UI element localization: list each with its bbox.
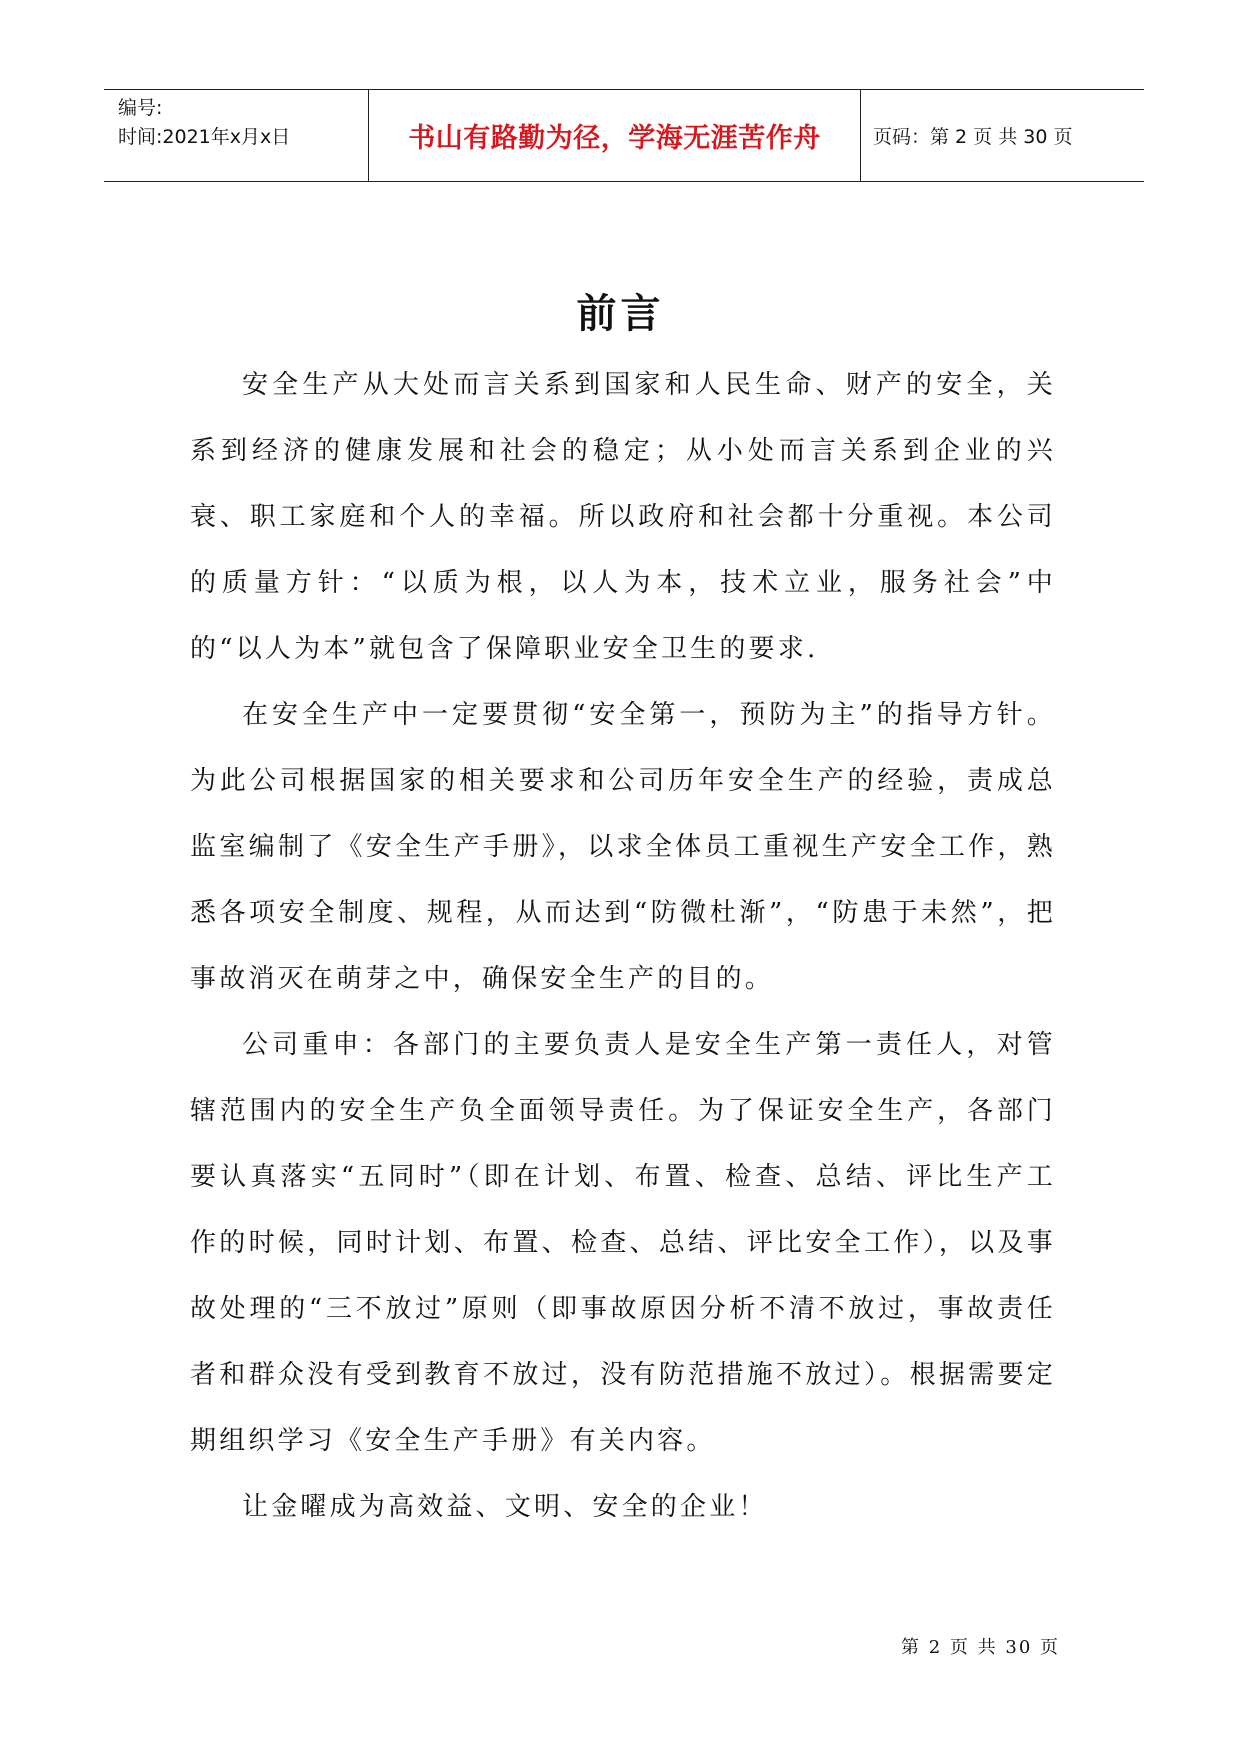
page-footer: 第 2 页 共 30 页 xyxy=(901,1637,1060,1658)
body-content xyxy=(190,352,1056,1540)
header-meta-cell xyxy=(104,90,369,181)
paragraph: 在安全生产中一定要贯彻“安全第一，预防为主”的指导方针。为此公司根据国家的相关要求和公司历年安全生产的经验，责成总监室编制了《安全生产手册》，以求全体员工重视生产安全工作，熟悉各项安全制度、规程，从而达到“防微杜渐”，“防患于未然”，把事故消灭在萌芽之中，确保安全生产的目的。 xyxy=(190,700,1056,994)
paragraph: 公司重申：各部门的主要负责人是安全生产第一责任人，对管辖范围内的安全生产负全面领导责任。为了保证安全生产，各部门要认真落实“五同时”（即在计划、布置、检查、总结、评比生产工作的时候，同时计划、布置、检查、总结、评比安全工作），以及事故处理的“三不放过”原则（即事故原因分析不清不放过，事故责任者和群众没有受到教育不放过，没有防范措施不放过）。根据需要定期组织学习《安全生产手册》有关内容。 xyxy=(190,1030,1056,1456)
time-label: 时间:2021年x月x日 xyxy=(118,126,291,148)
page-title: 前言 xyxy=(576,291,665,337)
header-page-cell xyxy=(861,90,1144,181)
header-table xyxy=(104,89,1144,182)
number-label: 编号: xyxy=(118,97,163,119)
paragraph: 让金曜成为高效益、文明、安全的企业！ xyxy=(242,1492,768,1522)
motto: 书山有路勤为径，学海无涯苦作舟 xyxy=(408,123,821,154)
page-info: 页码：第 2 页 共 30 页 xyxy=(873,126,1073,148)
header-motto-cell xyxy=(369,90,861,181)
paragraph: 安全生产从大处而言关系到国家和人民生命、财产的安全，关系到经济的健康发展和社会的稳定；从小处而言关系到企业的兴衰、职工家庭和个人的幸福。所以政府和社会都十分重视。本公司的质量方针：“以质为根，以人为本，技术立业，服务社会”中的“以人为本”就包含了保障职业安全卫生的要求. xyxy=(190,370,1056,664)
